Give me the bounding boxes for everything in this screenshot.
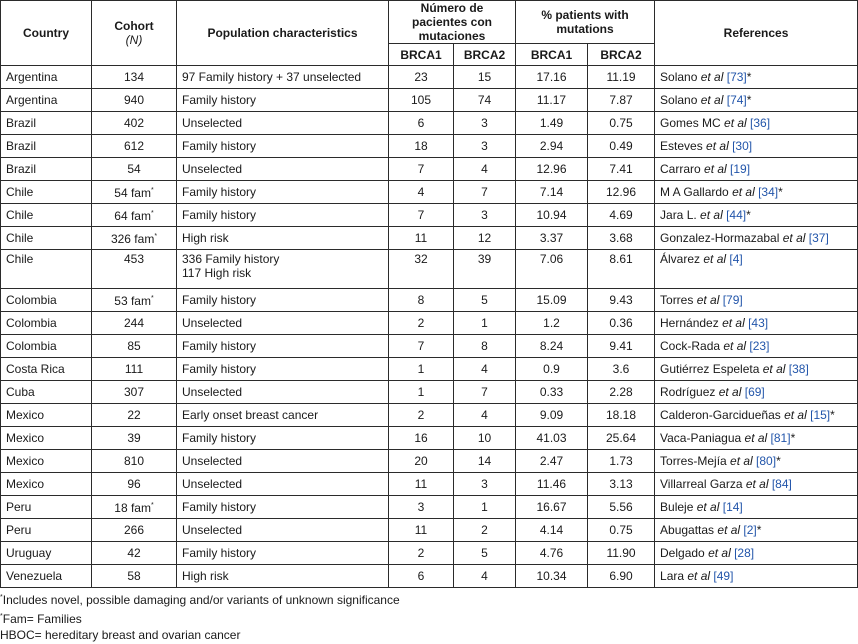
cell-population: Family history bbox=[177, 289, 389, 312]
cell-reference: M A Gallardo et al [34]* bbox=[655, 181, 858, 204]
cell-population: Family history bbox=[177, 89, 389, 112]
header-p-brca2: BRCA2 bbox=[588, 44, 655, 66]
cell-n-brca2: 12 bbox=[454, 227, 516, 250]
cell-n-brca2: 7 bbox=[454, 181, 516, 204]
cell-p-brca1: 2.94 bbox=[516, 135, 588, 158]
cell-n-brca2: 1 bbox=[454, 312, 516, 335]
cell-population: 336 Family history 117 High risk bbox=[177, 250, 389, 289]
cell-country: Mexico bbox=[1, 427, 92, 450]
cell-p-brca2: 0.36 bbox=[588, 312, 655, 335]
cell-country: Brazil bbox=[1, 112, 92, 135]
cell-p-brca2: 9.43 bbox=[588, 289, 655, 312]
cell-cohort: 96 bbox=[92, 473, 177, 496]
table-row bbox=[1, 89, 858, 112]
cell-cohort: 402 bbox=[92, 112, 177, 135]
cell-reference: Delgado et al [28] bbox=[655, 542, 858, 565]
reference-link[interactable]: [73] bbox=[723, 70, 747, 84]
reference-link[interactable]: [23] bbox=[746, 339, 770, 353]
cell-reference: Vaca-Paniagua et al [81]* bbox=[655, 427, 858, 450]
cell-p-brca1: 0.9 bbox=[516, 358, 588, 381]
cell-country: Mexico bbox=[1, 473, 92, 496]
cell-cohort: 453 bbox=[92, 250, 177, 289]
cell-n-brca2: 3 bbox=[454, 204, 516, 227]
cell-p-brca1: 12.96 bbox=[516, 158, 588, 181]
cell-n-brca1: 6 bbox=[389, 565, 454, 588]
cell-country: Colombia bbox=[1, 289, 92, 312]
cell-n-brca1: 7 bbox=[389, 204, 454, 227]
cell-n-brca2: 4 bbox=[454, 565, 516, 588]
cell-p-brca2: 8.61 bbox=[588, 250, 655, 289]
cell-p-brca1: 4.76 bbox=[516, 542, 588, 565]
cell-p-brca1: 0.33 bbox=[516, 381, 588, 404]
cell-n-brca1: 7 bbox=[389, 158, 454, 181]
cell-n-brca1: 4 bbox=[389, 181, 454, 204]
cell-country: Chile bbox=[1, 250, 92, 289]
header-country: Country bbox=[1, 1, 92, 66]
cell-n-brca2: 10 bbox=[454, 427, 516, 450]
cell-cohort: 58 bbox=[92, 565, 177, 588]
cell-reference: Villarreal Garza et al [84] bbox=[655, 473, 858, 496]
reference-link[interactable]: [43] bbox=[744, 316, 769, 330]
cell-reference: Gutiérrez Espeleta et al [38] bbox=[655, 358, 858, 381]
cell-n-brca2: 15 bbox=[454, 66, 516, 89]
header-p-brca1: BRCA1 bbox=[516, 44, 588, 66]
cell-n-brca1: 32 bbox=[389, 250, 454, 289]
cell-p-brca2: 25.64 bbox=[588, 427, 655, 450]
cell-country: Brazil bbox=[1, 135, 92, 158]
cell-country: Argentina bbox=[1, 89, 92, 112]
cell-population: Family history bbox=[177, 358, 389, 381]
cell-country: Peru bbox=[1, 519, 92, 542]
cell-p-brca2: 4.69 bbox=[588, 204, 655, 227]
reference-link[interactable]: [15] bbox=[806, 408, 831, 422]
cell-p-brca2: 2.28 bbox=[588, 381, 655, 404]
cell-n-brca1: 1 bbox=[389, 381, 454, 404]
cell-reference: Gomes MC et al [36] bbox=[655, 112, 858, 135]
cell-n-brca1: 23 bbox=[389, 66, 454, 89]
cell-cohort: 54 bbox=[92, 158, 177, 181]
cell-n-brca2: 5 bbox=[454, 289, 516, 312]
table-row bbox=[1, 312, 858, 335]
cell-p-brca1: 2.47 bbox=[516, 450, 588, 473]
table-row bbox=[1, 158, 858, 181]
table-row bbox=[1, 204, 858, 227]
cell-cohort: 134 bbox=[92, 66, 177, 89]
cell-country: Venezuela bbox=[1, 565, 92, 588]
cell-country: Costa Rica bbox=[1, 358, 92, 381]
header-numero: Número de pacientes con mutaciones bbox=[389, 1, 516, 44]
cell-n-brca1: 8 bbox=[389, 289, 454, 312]
reference-link[interactable]: [2] bbox=[740, 523, 757, 537]
cell-n-brca1: 2 bbox=[389, 312, 454, 335]
reference-link[interactable]: [74] bbox=[723, 93, 747, 107]
cell-cohort: 54 fam* bbox=[92, 181, 177, 204]
cell-population: Unselected bbox=[177, 473, 389, 496]
reference-link[interactable]: [84] bbox=[768, 477, 792, 491]
cell-cohort: 42 bbox=[92, 542, 177, 565]
cell-p-brca1: 11.17 bbox=[516, 89, 588, 112]
cell-p-brca2: 7.87 bbox=[588, 89, 655, 112]
cell-n-brca2: 4 bbox=[454, 158, 516, 181]
cell-n-brca1: 2 bbox=[389, 404, 454, 427]
cell-country: Chile bbox=[1, 204, 92, 227]
cell-reference: Torres-Mejía et al [80]* bbox=[655, 450, 858, 473]
reference-link[interactable]: [28] bbox=[730, 546, 755, 560]
cell-population: Unselected bbox=[177, 312, 389, 335]
note-families: *Fam= Families bbox=[0, 611, 82, 626]
cell-reference: Hernández et al [43] bbox=[655, 312, 858, 335]
cell-n-brca1: 18 bbox=[389, 135, 454, 158]
cell-cohort: 39 bbox=[92, 427, 177, 450]
reference-link[interactable]: [69] bbox=[741, 385, 765, 399]
table-row bbox=[1, 473, 858, 496]
cell-p-brca1: 17.16 bbox=[516, 66, 588, 89]
cell-population: Family history bbox=[177, 204, 389, 227]
header-cohort: Cohort (N) bbox=[92, 1, 177, 66]
cell-n-brca2: 14 bbox=[454, 450, 516, 473]
cell-cohort: 22 bbox=[92, 404, 177, 427]
cell-population: Family history bbox=[177, 181, 389, 204]
reference-link[interactable]: [4] bbox=[726, 252, 743, 266]
cell-p-brca2: 11.90 bbox=[588, 542, 655, 565]
cell-reference: Buleje et al [14] bbox=[655, 496, 858, 519]
cell-p-brca1: 10.34 bbox=[516, 565, 588, 588]
cell-n-brca1: 6 bbox=[389, 112, 454, 135]
table-row bbox=[1, 358, 858, 381]
cell-country: Colombia bbox=[1, 335, 92, 358]
table-row bbox=[1, 519, 858, 542]
reference-link[interactable]: [80] bbox=[752, 454, 777, 468]
cell-p-brca1: 3.37 bbox=[516, 227, 588, 250]
cell-cohort: 266 bbox=[92, 519, 177, 542]
table-row bbox=[1, 112, 858, 135]
cell-population: Unselected bbox=[177, 112, 389, 135]
cell-p-brca2: 18.18 bbox=[588, 404, 655, 427]
cell-n-brca2: 4 bbox=[454, 404, 516, 427]
cell-p-brca1: 1.49 bbox=[516, 112, 588, 135]
reference-link[interactable]: [30] bbox=[728, 139, 753, 153]
table-notes bbox=[0, 590, 858, 644]
table-row bbox=[1, 565, 858, 588]
table-row bbox=[1, 227, 858, 250]
reference-link[interactable]: [81] bbox=[767, 431, 791, 445]
cell-country: Peru bbox=[1, 496, 92, 519]
cell-p-brca2: 11.19 bbox=[588, 66, 655, 89]
cell-n-brca1: 2 bbox=[389, 542, 454, 565]
cell-p-brca1: 1.2 bbox=[516, 312, 588, 335]
cell-reference: Cock-Rada et al [23] bbox=[655, 335, 858, 358]
cell-p-brca1: 4.14 bbox=[516, 519, 588, 542]
header-n-brca2: BRCA2 bbox=[454, 44, 516, 66]
cell-reference: Abugattas et al [2]* bbox=[655, 519, 858, 542]
cell-cohort: 307 bbox=[92, 381, 177, 404]
note-unknown-significance: *Includes novel, possible damaging and/or variants of unknown significance bbox=[0, 593, 400, 607]
table-row bbox=[1, 427, 858, 450]
cell-p-brca2: 0.75 bbox=[588, 112, 655, 135]
cell-p-brca1: 10.94 bbox=[516, 204, 588, 227]
reference-link[interactable]: [79] bbox=[719, 293, 743, 307]
cell-population: Unselected bbox=[177, 519, 389, 542]
cell-cohort: 612 bbox=[92, 135, 177, 158]
table-row bbox=[1, 250, 858, 289]
cell-n-brca1: 105 bbox=[389, 89, 454, 112]
cell-p-brca1: 7.14 bbox=[516, 181, 588, 204]
cell-country: Chile bbox=[1, 227, 92, 250]
reference-link[interactable]: [14] bbox=[719, 500, 743, 514]
reference-link[interactable]: [44] bbox=[722, 208, 747, 222]
cell-n-brca2: 4 bbox=[454, 358, 516, 381]
table-row bbox=[1, 496, 858, 519]
cell-country: Argentina bbox=[1, 66, 92, 89]
reference-link[interactable]: [19] bbox=[726, 162, 751, 176]
table-row bbox=[1, 181, 858, 204]
cell-n-brca2: 3 bbox=[454, 473, 516, 496]
cell-n-brca1: 7 bbox=[389, 335, 454, 358]
cell-cohort: 244 bbox=[92, 312, 177, 335]
cell-n-brca2: 8 bbox=[454, 335, 516, 358]
cell-country: Colombia bbox=[1, 312, 92, 335]
cell-p-brca1: 11.46 bbox=[516, 473, 588, 496]
cell-population: Unselected bbox=[177, 381, 389, 404]
cell-country: Uruguay bbox=[1, 542, 92, 565]
cell-cohort: 940 bbox=[92, 89, 177, 112]
cell-country: Brazil bbox=[1, 158, 92, 181]
header-references: References bbox=[655, 1, 858, 66]
table-row bbox=[1, 404, 858, 427]
cell-n-brca2: 2 bbox=[454, 519, 516, 542]
table-row bbox=[1, 289, 858, 312]
cell-p-brca2: 0.49 bbox=[588, 135, 655, 158]
cell-population: High risk bbox=[177, 227, 389, 250]
cell-country: Chile bbox=[1, 181, 92, 204]
cell-country: Mexico bbox=[1, 404, 92, 427]
cell-n-brca2: 5 bbox=[454, 542, 516, 565]
cell-cohort: 53 fam* bbox=[92, 289, 177, 312]
cell-country: Cuba bbox=[1, 381, 92, 404]
cell-reference: Álvarez et al [4] bbox=[655, 250, 858, 289]
cell-population: Early onset breast cancer bbox=[177, 404, 389, 427]
table-row bbox=[1, 542, 858, 565]
cell-n-brca1: 11 bbox=[389, 227, 454, 250]
cell-n-brca2: 74 bbox=[454, 89, 516, 112]
cell-n-brca2: 1 bbox=[454, 496, 516, 519]
cell-p-brca2: 0.75 bbox=[588, 519, 655, 542]
reference-link[interactable]: [38] bbox=[785, 362, 809, 376]
table-header bbox=[1, 1, 858, 66]
cell-n-brca1: 11 bbox=[389, 473, 454, 496]
table-row bbox=[1, 335, 858, 358]
cell-reference: Carraro et al [19] bbox=[655, 158, 858, 181]
cell-cohort: 111 bbox=[92, 358, 177, 381]
cell-reference: Solano et al [74]* bbox=[655, 89, 858, 112]
cell-population: High risk bbox=[177, 565, 389, 588]
cell-n-brca1: 16 bbox=[389, 427, 454, 450]
reference-link[interactable]: [34] bbox=[754, 185, 779, 199]
cell-p-brca1: 7.06 bbox=[516, 250, 588, 289]
cell-p-brca2: 9.41 bbox=[588, 335, 655, 358]
table-row bbox=[1, 135, 858, 158]
cell-p-brca1: 8.24 bbox=[516, 335, 588, 358]
reference-link[interactable]: [37] bbox=[805, 231, 829, 245]
cell-p-brca2: 3.13 bbox=[588, 473, 655, 496]
cell-p-brca2: 3.6 bbox=[588, 358, 655, 381]
cell-population: Family history bbox=[177, 335, 389, 358]
cell-population: 97 Family history + 37 unselected bbox=[177, 66, 389, 89]
cell-population: Unselected bbox=[177, 450, 389, 473]
reference-link[interactable]: [49] bbox=[710, 569, 734, 583]
table-row bbox=[1, 66, 858, 89]
cell-p-brca2: 5.56 bbox=[588, 496, 655, 519]
cell-n-brca2: 3 bbox=[454, 112, 516, 135]
cell-p-brca2: 1.73 bbox=[588, 450, 655, 473]
cell-cohort: 326 fam* bbox=[92, 227, 177, 250]
cell-cohort: 18 fam* bbox=[92, 496, 177, 519]
cell-reference: Esteves et al [30] bbox=[655, 135, 858, 158]
cell-reference: Torres et al [79] bbox=[655, 289, 858, 312]
cell-n-brca1: 20 bbox=[389, 450, 454, 473]
cell-p-brca2: 12.96 bbox=[588, 181, 655, 204]
cell-population: Unselected bbox=[177, 158, 389, 181]
cell-cohort: 810 bbox=[92, 450, 177, 473]
table-row bbox=[1, 450, 858, 473]
cell-p-brca1: 15.09 bbox=[516, 289, 588, 312]
cell-p-brca1: 9.09 bbox=[516, 404, 588, 427]
header-n-brca1: BRCA1 bbox=[389, 44, 454, 66]
cell-reference: Calderon-Garcidueñas et al [15]* bbox=[655, 404, 858, 427]
cell-n-brca2: 39 bbox=[454, 250, 516, 289]
note-hboc: HBOC= hereditary breast and ovarian cancer bbox=[0, 628, 241, 642]
table-row bbox=[1, 381, 858, 404]
cell-n-brca1: 11 bbox=[389, 519, 454, 542]
cell-cohort: 85 bbox=[92, 335, 177, 358]
cell-population: Family history bbox=[177, 427, 389, 450]
header-population: Population characteristics bbox=[177, 1, 389, 66]
header-percent: % patients with mutations bbox=[516, 1, 655, 44]
cell-p-brca2: 6.90 bbox=[588, 565, 655, 588]
cell-population: Family history bbox=[177, 135, 389, 158]
cell-n-brca2: 3 bbox=[454, 135, 516, 158]
reference-link[interactable]: [36] bbox=[746, 116, 771, 130]
cell-population: Family history bbox=[177, 542, 389, 565]
cell-p-brca1: 16.67 bbox=[516, 496, 588, 519]
cell-n-brca2: 7 bbox=[454, 381, 516, 404]
cell-n-brca1: 1 bbox=[389, 358, 454, 381]
cell-country: Mexico bbox=[1, 450, 92, 473]
cell-n-brca1: 3 bbox=[389, 496, 454, 519]
cell-reference: Rodríguez et al [69] bbox=[655, 381, 858, 404]
cell-reference: Lara et al [49] bbox=[655, 565, 858, 588]
cell-population: Family history bbox=[177, 496, 389, 519]
cell-p-brca1: 41.03 bbox=[516, 427, 588, 450]
cell-reference: Solano et al [73]* bbox=[655, 66, 858, 89]
table-body bbox=[1, 66, 858, 588]
cell-reference: Jara L. et al [44]* bbox=[655, 204, 858, 227]
cell-p-brca2: 7.41 bbox=[588, 158, 655, 181]
cell-p-brca2: 3.68 bbox=[588, 227, 655, 250]
cell-cohort: 64 fam* bbox=[92, 204, 177, 227]
cell-reference: Gonzalez-Hormazabal et al [37] bbox=[655, 227, 858, 250]
